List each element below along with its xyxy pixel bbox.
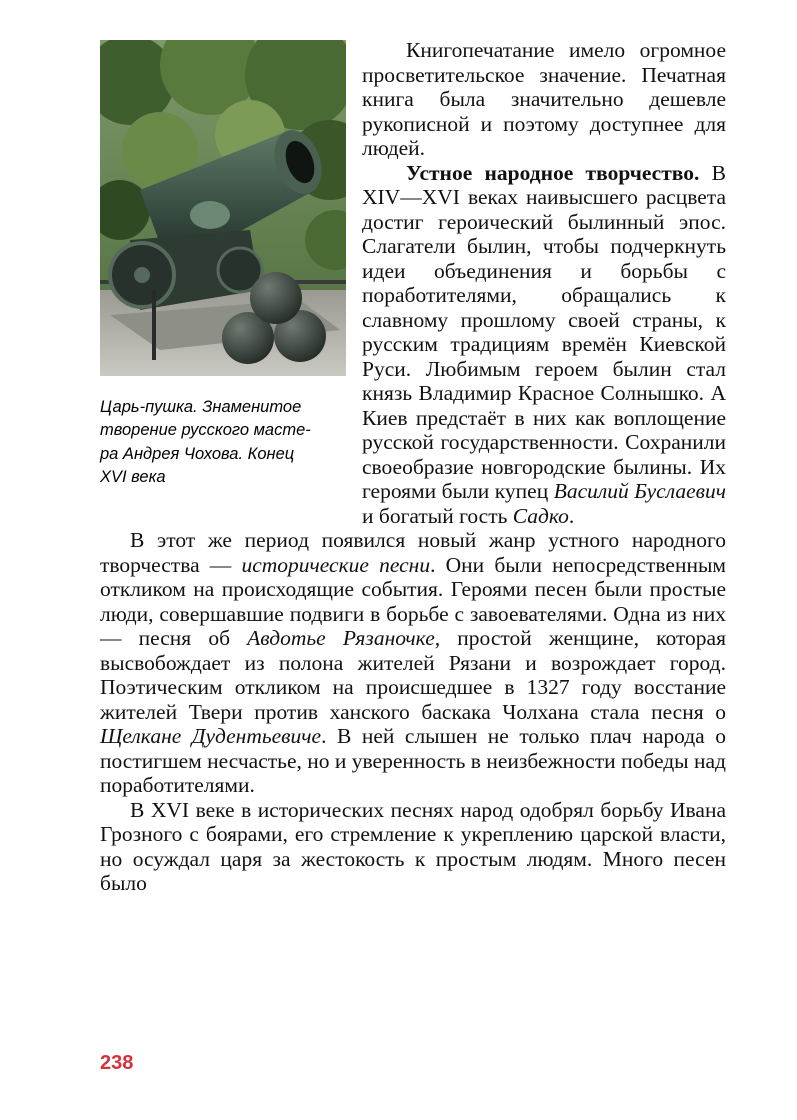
paragraph-16th-century: В XVI веке в исторических песнях народ одобрял борьбу Ивана Грозного с боярами, его стремление к укреплению царской власти, но осуждал царя за жестокость к простым людям. Много песен было <box>100 797 726 895</box>
paragraph-historical-songs <box>100 528 726 798</box>
caption-line: ра Андрея Чохова. Конец <box>100 444 295 463</box>
section-heading: Устное народное творчество. <box>406 160 700 185</box>
emphasis-term: Василий Буслаевич <box>553 479 726 503</box>
paragraph-printing: Книгопечатание имело огромное просветительское значение. Печатная книга была значительно дешевле рукописной и поэтому доступнее для людей. <box>362 38 726 160</box>
paragraph-text: В этот же период появился новый жанр устного народного творчества — <box>100 528 726 577</box>
paragraph-text: и богатый гость <box>362 503 513 528</box>
paragraph-text: . Они были непосредственным откликом на происходящие события. Героями песен были простые люди, совершавшие подвиги в борьбе с завоевателями. Одна из них — песня об <box>100 552 727 650</box>
paragraph-text: . <box>568 503 575 528</box>
page-number: 238 <box>100 1052 134 1074</box>
paragraph-text: . В ней слышен не только плач народа о постигшем несчастье, но и уверенность в неизбежности победы над поработителями. <box>100 724 727 797</box>
body-text <box>100 38 726 896</box>
emphasis-term: Садко <box>512 503 569 528</box>
paragraph-text: В XIV—XVI веках наивысшего расцвета достиг героический былинный эпос. Слагатели былин, чтобы подчеркнуть идеи объединения и борьбы с поработителями, обращались к славному прошлому своей страны, к русским традициям времён Киевской Руси. Любимым героем былин стал князь Владимир Красное Солнышко. А Киев предстаёт в них как воплощение русской государственности. Сохранили своеобразие новгородские былины. Их героями были купец <box>362 160 726 503</box>
emphasis-term: Щелкане Дудентьевиче <box>100 724 322 748</box>
paragraph-text: , простой женщине, которая высвобождает из полона жителей Рязани и возрождает город. Поэтическим откликом на происшедшее в 1327 году восстание жителей Твери против ханского баскака Чолхана стала песня о <box>100 626 726 724</box>
caption-line: XVI века <box>100 468 166 487</box>
caption-line: Царь-пушка. Знаменитое <box>100 398 302 416</box>
emphasis-term: исторические песни <box>241 552 431 577</box>
figure-spacer <box>100 38 362 511</box>
caption-line: творение русского масте- <box>100 421 311 440</box>
emphasis-term: Авдотье Рязаночке <box>247 626 435 650</box>
